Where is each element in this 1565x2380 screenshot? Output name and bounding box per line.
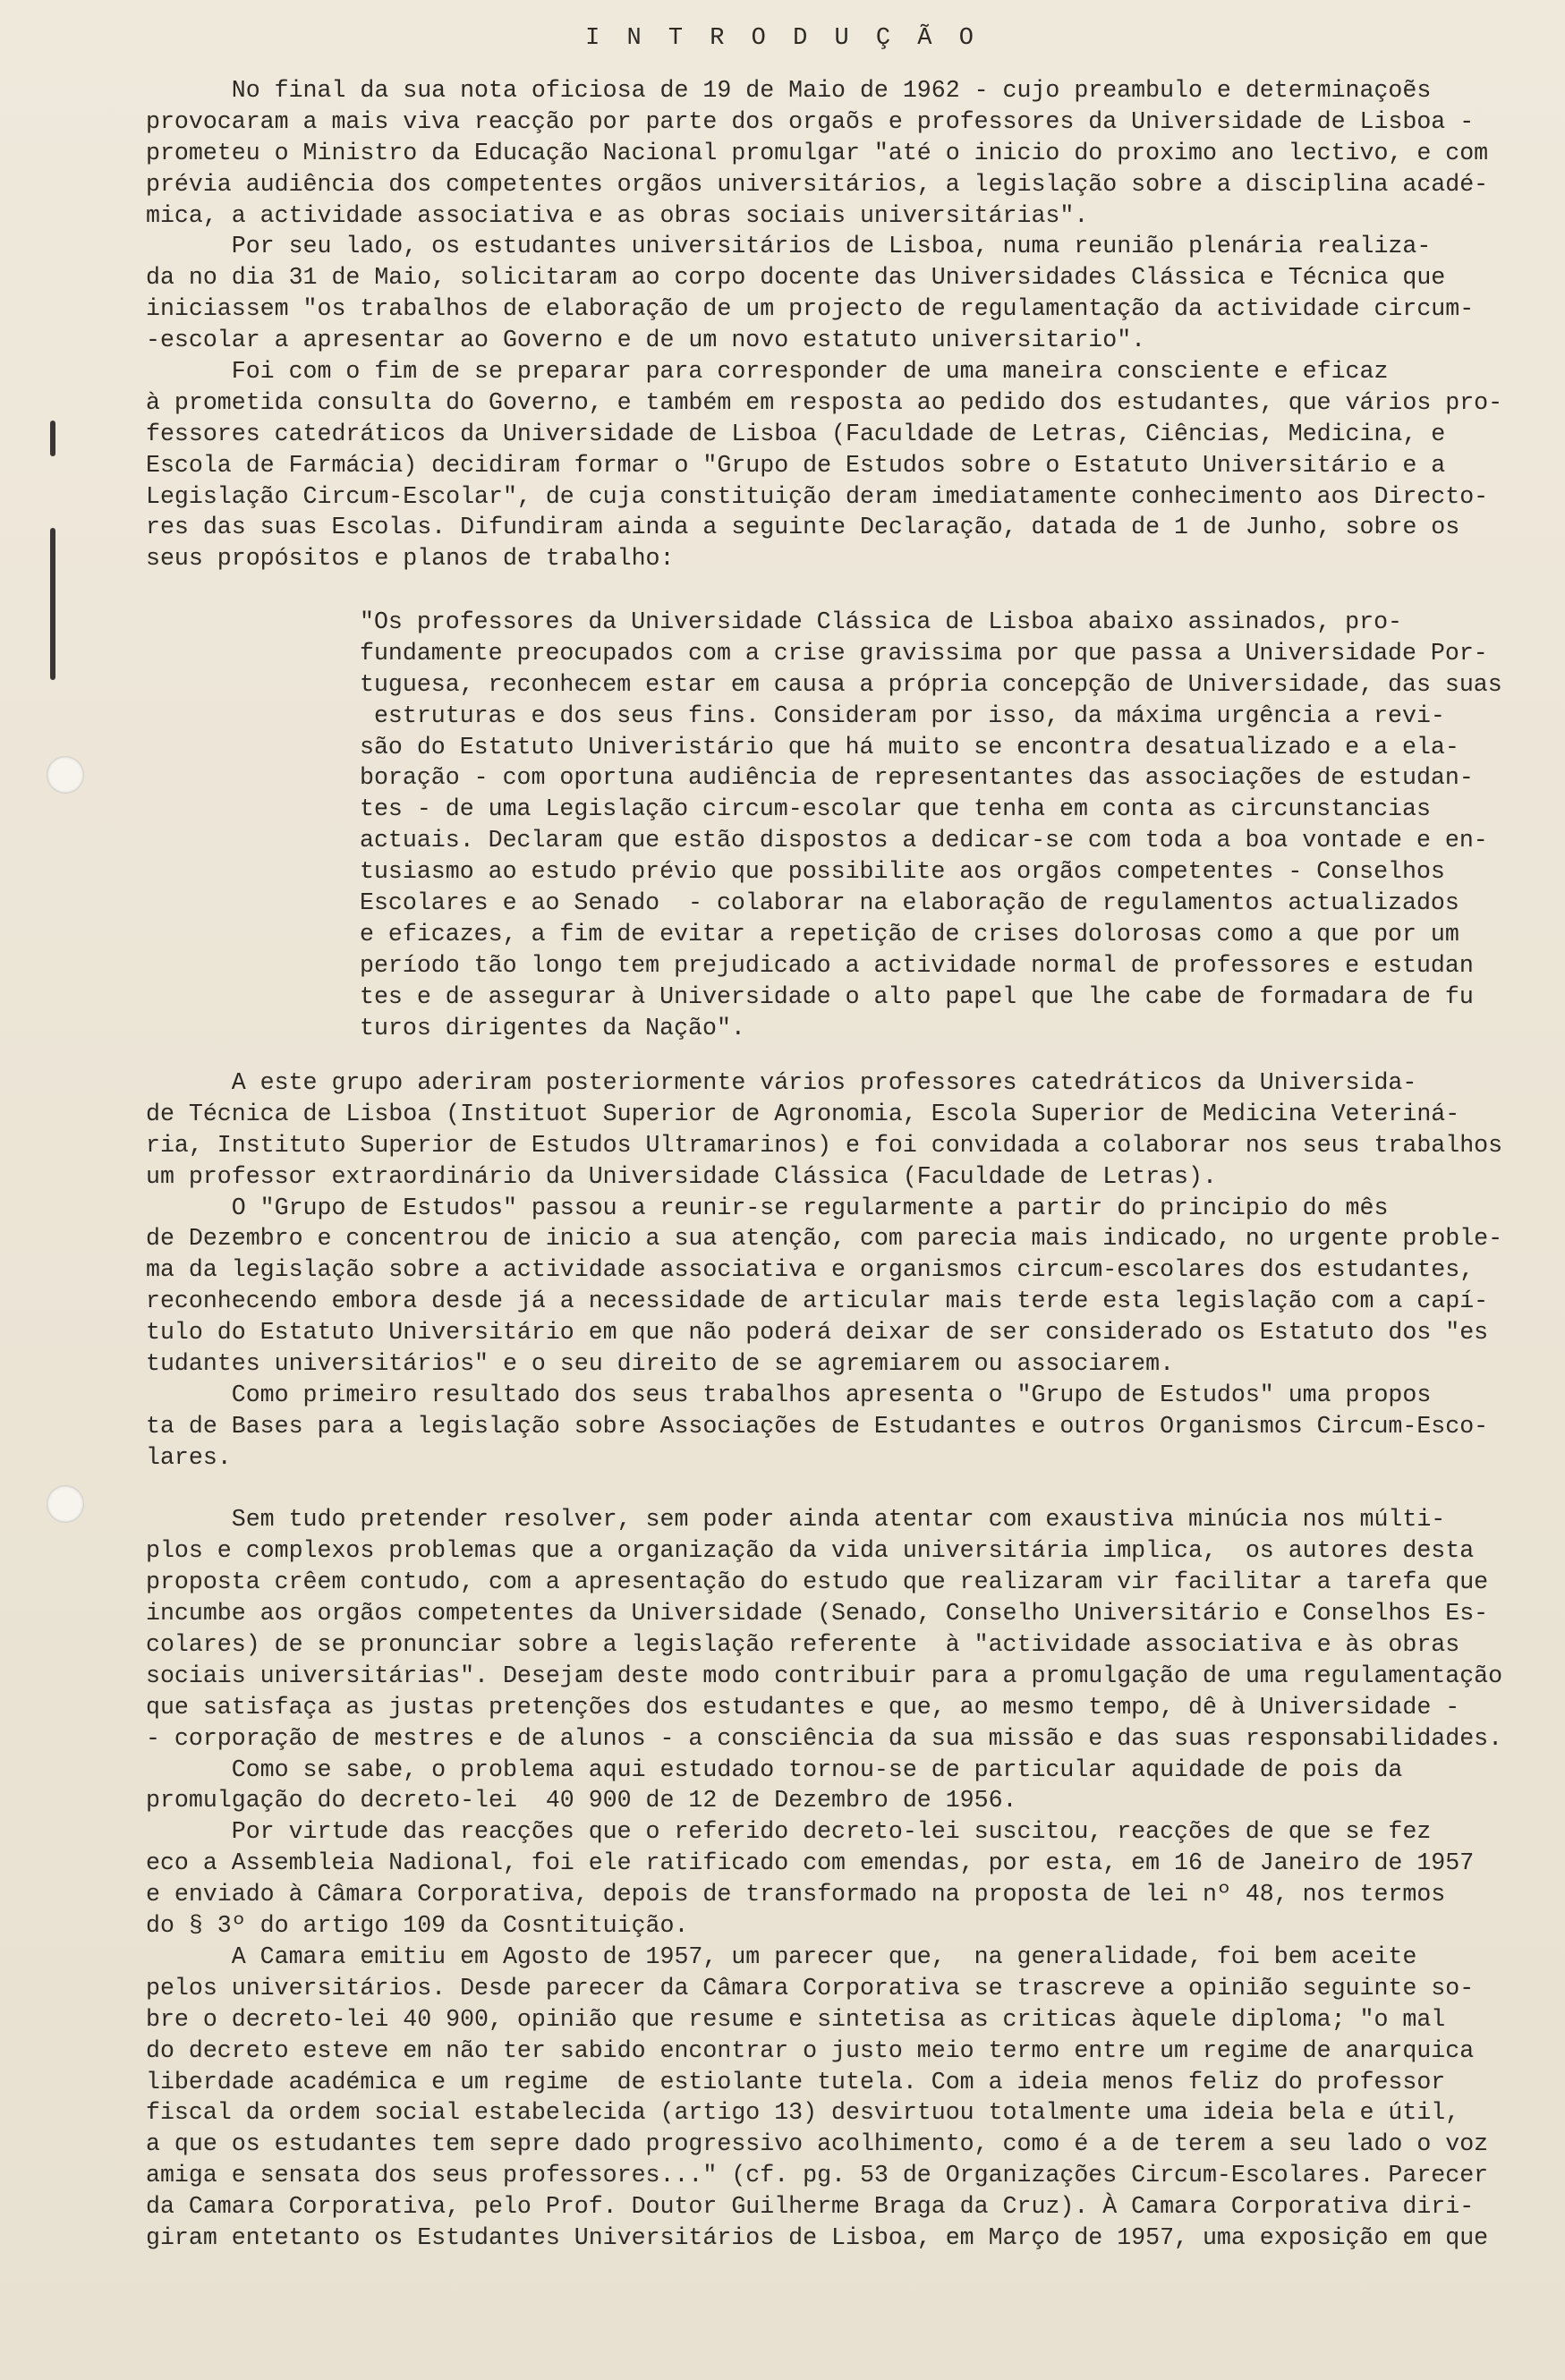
text-line: sociais universitárias". Desejam deste modo contribuir para a promulgação de uma regulamentação — [146, 1662, 1503, 1689]
text-line: eco a Assembleia Nadional, foi ele ratificado com emendas, por esta, em 16 de Janeiro de 1957 — [146, 1849, 1475, 1877]
text-line: Escola de Farmácia) decidiram formar o "Grupo de Estudos sobre o Estatuto Universitário e a — [146, 451, 1446, 479]
declaration-quote — [360, 607, 1502, 1043]
text-line: ta de Bases para a legislação sobre Associações de Estudantes e outros Organismos Circum-Esco- — [146, 1412, 1489, 1440]
text-line: liberdade académica e um regime de estiolante tutela. Com a ideia menos feliz do professor — [146, 2068, 1446, 2095]
text-line: -escolar a apresentar ao Governo e de um novo estatuto universitario". — [146, 327, 1146, 354]
text-line: No final da sua nota oficiosa de 19 de Maio de 1962 - cujo preambulo e determinaçoẽs — [146, 77, 1432, 104]
text-line: e eficazes, a fim de evitar a repetição de crises dolorosas como a que por um — [360, 920, 1459, 948]
text-line: provocaram a mais viva reacção por parte dos orgaõs e professores da Universidade de Lisboa - — [146, 107, 1475, 135]
text-line: O "Grupo de Estudos" passou a reunir-se regularmente a partir do principio do mês — [146, 1194, 1389, 1221]
margin-mark — [50, 421, 55, 456]
text-line: tuguesa, reconhecem estar em causa a própria concepção de Universidade, das suas — [360, 670, 1502, 698]
text-line: boração - com oportuna audiência de representantes das associações de estudan- — [360, 764, 1474, 792]
text-line: "Os professores da Universidade Clássica de Lisboa abaixo assinados, pro- — [360, 608, 1402, 635]
text-line: promulgação do decreto-lei 40 900 de 12 de Dezembro de 1956. — [146, 1787, 1017, 1815]
text-line: Como primeiro resultado dos seus trabalhos apresenta o "Grupo de Estudos" uma propos — [146, 1381, 1432, 1408]
punch-hole — [47, 1485, 84, 1523]
text-line: iniciassem "os trabalhos de elaboração de um projecto de regulamentação da actividade circum- — [146, 295, 1475, 323]
text-line: lares. — [146, 1443, 232, 1471]
document-title: I N T R O D U Ç Ã O — [585, 25, 980, 52]
text-line: A Camara emitiu em Agosto de 1957, um parecer que, na generalidade, foi bem aceite — [146, 1942, 1417, 1970]
text-line: estruturas e dos seus fins. Consideram por isso, da máxima urgência a revi- — [360, 701, 1445, 729]
margin-mark — [50, 528, 55, 680]
text-line: reconhecendo embora desde já a necessidade de articular mais terde esta legislação com a capí- — [146, 1288, 1489, 1315]
text-line: prometeu o Ministro da Educação Nacional promulgar "até o inicio do proximo ano lectivo, e com — [146, 139, 1489, 166]
text-line: prévia audiência dos competentes orgãos universitários, a legislação sobre a disciplina acadé- — [146, 170, 1489, 198]
text-line: amiga e sensata dos seus professores..." (cf. pg. 53 de Organizações Circum-Escolares. Parecer — [146, 2162, 1489, 2189]
text-line: colares) de se pronunciar sobre a legislação referente à "actividade associativa e às obras — [146, 1631, 1460, 1659]
text-line: e enviado à Câmara Corporativa, depois de transformado na proposta de lei nº 48, nos termos — [146, 1881, 1446, 1908]
text-line: tulo do Estatuto Universitário em que não poderá deixar de ser considerado os Estatuto dos "es — [146, 1319, 1489, 1347]
text-line: Legislação Circum-Escolar", de cuja constituição deram imediatamente conhecimento aos Directo- — [146, 482, 1489, 510]
text-line: que satisfaça as justas pretenções dos estudantes e que, ao mesmo tempo, dê à Universidade - — [146, 1693, 1460, 1721]
text-line: fessores catedráticos da Universidade de Lisboa (Faculdade de Letras, Ciências, Medicina, e — [146, 420, 1446, 447]
text-line: tes e de assegurar à Universidade o alto papel que lhe cabe de formadara de fu — [360, 982, 1474, 1010]
text-line: Foi com o fim de se preparar para corresponder de uma maneira consciente e eficaz — [146, 358, 1389, 386]
text-line: bre o decreto-lei 40 900, opinião que resume e sintetisa as criticas àquele diploma; "o mal — [146, 2005, 1446, 2033]
text-line: de Técnica de Lisboa (Instituot Superior de Agronomia, Escola Superior de Medicina Veteriná- — [146, 1100, 1460, 1127]
text-line: - corporação de mestres e de alunos - a consciência da sua missão e das suas responsabilidades. — [146, 1724, 1503, 1752]
text-line: Escolares e ao Senado - colaborar na elaboração de regulamentos actualizados — [360, 889, 1459, 917]
text-line — [146, 1474, 1470, 1505]
text-line: res das suas Escolas. Difundiram ainda a seguinte Declaração, datada de 1 de Junho, sobre os — [146, 514, 1460, 541]
text-line: Como se sabe, o problema aqui estudado tornou-se de particular aquidade de pois da — [146, 1755, 1403, 1783]
text-line: fiscal da ordem social estabelecida (artigo 13) desvirtuou totalmente uma ideia bela e útil, — [146, 2099, 1460, 2127]
text-line: tes - de uma Legislação circum-escolar que tenha em conta as circunstancias — [360, 795, 1431, 823]
text-line: proposta crêem contudo, com a apresentação do estudo que realizaram vir facilitar a tarefa que — [146, 1568, 1489, 1596]
text-line: do § 3º do artigo 109 da Cosntituição. — [146, 1912, 689, 1940]
text-line: da no dia 31 de Maio, solicitaram ao corpo docente das Universidades Clássica e Técnica que — [146, 264, 1446, 292]
text-line: giram entetanto os Estudantes Universitários de Lisboa, em Março de 1957, uma exposição em que — [146, 2223, 1489, 2251]
text-line: do decreto esteve em não ter sabido encontrar o justo meio termo entre um regime de anarquica — [146, 2036, 1475, 2064]
punch-hole — [47, 756, 84, 794]
text-line: são do Estatuto Univeristário que há muito se encontra desatualizado e a ela- — [360, 733, 1459, 761]
text-line: A este grupo aderiram posteriormente vários professores catedráticos da Universida- — [146, 1069, 1417, 1096]
text-line: plos e complexos problemas que a organização da vida universitária implica, os autores desta — [146, 1537, 1475, 1565]
text-line: fundamente preocupados com a crise gravissima por que passa a Universidade Por- — [360, 639, 1488, 667]
text-line: tusiasmo ao estudo prévio que possibilite aos orgãos competentes - Conselhos — [360, 858, 1445, 886]
text-line: período tão longo tem prejudicado a actividade normal de professores e estudan — [360, 951, 1474, 979]
text-line: seus propósitos e planos de trabalho: — [146, 545, 675, 573]
text-line: ma da legislação sobre a actividade associativa e organismos circum-escolares dos estudantes, — [146, 1256, 1475, 1284]
text-line: actuais. Declaram que estão dispostos a dedicar-se com toda a boa vontade e en- — [360, 827, 1488, 854]
text-line: um professor extraordinário da Universidade Clássica (Faculdade de Letras). — [146, 1162, 1217, 1190]
text-line: de Dezembro e concentrou de inicio a sua atenção, com parecia mais indicado, no urgente proble- — [146, 1225, 1503, 1253]
text-line: da Camara Corporativa, pelo Prof. Doutor Guilherme Braga da Cruz). À Camara Corporativa diri- — [146, 2193, 1475, 2221]
body-text-top — [146, 75, 1503, 574]
text-line: Sem tudo pretender resolver, sem poder ainda atentar com exaustiva minúcia nos múlti- — [146, 1506, 1446, 1534]
text-line: ria, Instituto Superior de Estudos Ultramarinos) e foi convidada a colaborar nos seus trabalhos — [146, 1131, 1503, 1159]
text-line: Por virtude das reacções que o referido decreto-lei suscitou, reacções de que se fez — [146, 1818, 1432, 1846]
text-line: a que os estudantes tem sepre dado progressivo acolhimento, como é a de terem a seu lado o voz — [146, 2130, 1489, 2158]
text-line: mica, a actividade associativa e as obras sociais universitárias". — [146, 201, 1089, 229]
text-line: turos dirigentes da Nação". — [360, 1014, 745, 1041]
text-line: tudantes universitários" e o seu direito de se agremiarem ou associarem. — [146, 1350, 1175, 1378]
body-text-bottom — [146, 1067, 1503, 2254]
text-line: à prometida consulta do Governo, e também em resposta ao pedido dos estudantes, que vários pro- — [146, 388, 1503, 416]
text-line: Por seu lado, os estudantes universitários de Lisboa, numa reunião plenária realiza- — [146, 233, 1432, 260]
text-line: incumbe aos orgãos competentes da Universidade (Senado, Conselho Universitário e Conselhos Es- — [146, 1600, 1489, 1628]
text-line: pelos universitários. Desde parecer da Câmara Corporativa se trascreve a opinião seguinte so- — [146, 1974, 1475, 2002]
